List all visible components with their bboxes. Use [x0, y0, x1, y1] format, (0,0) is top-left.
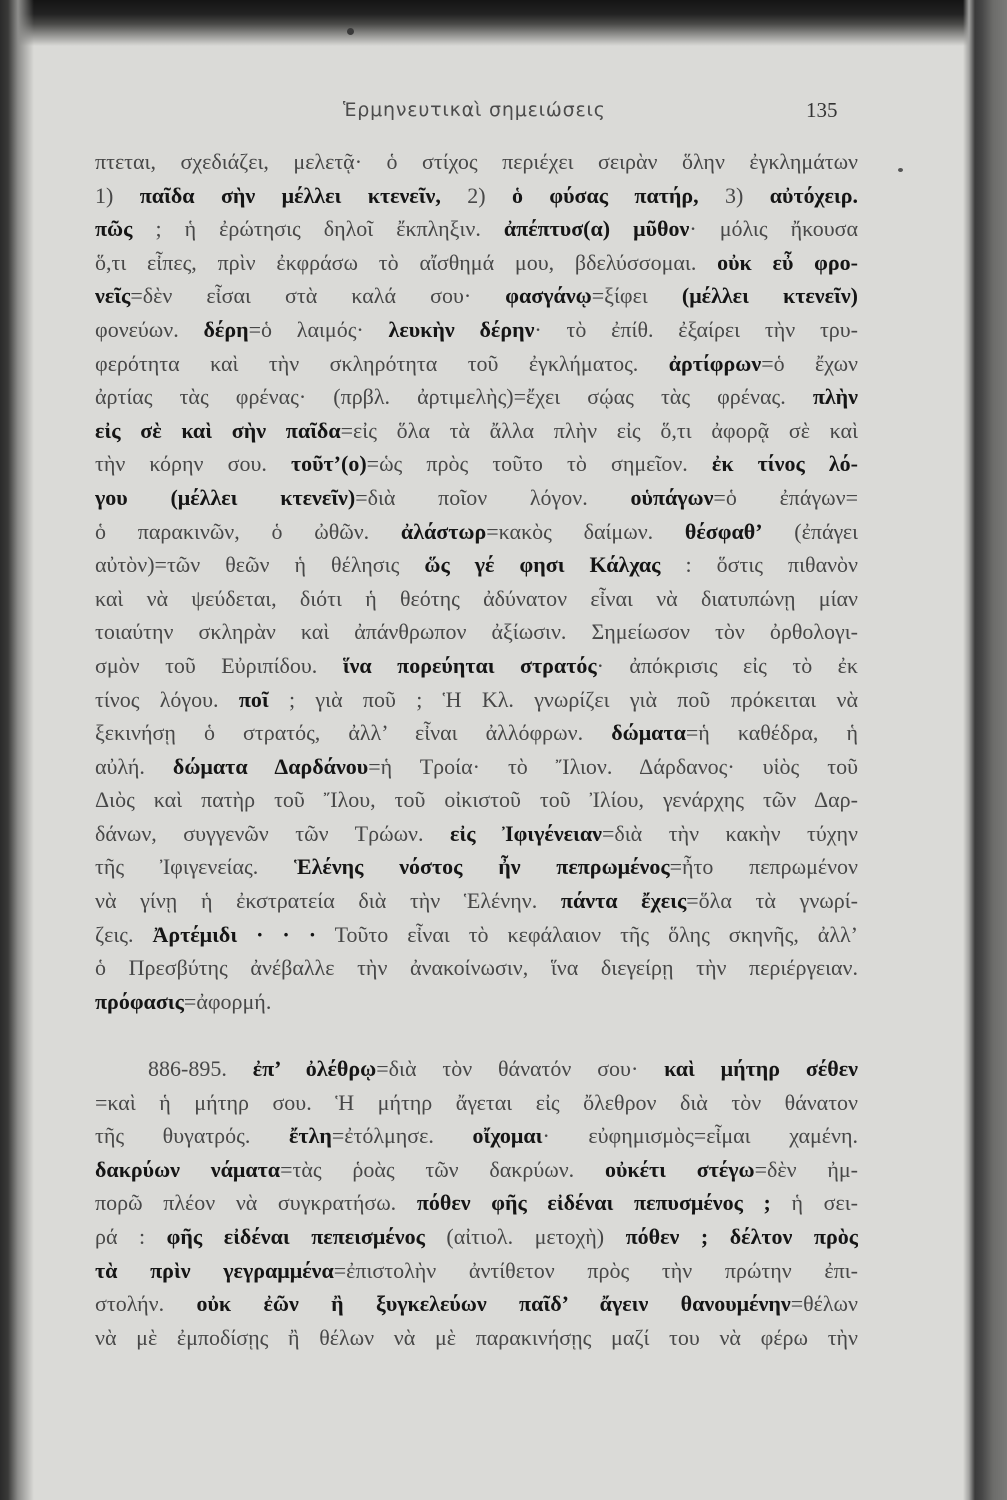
bold-term: νεῖς: [95, 283, 131, 309]
text-run: ; ἡ ἐρώτησις δηλοῖ ἔκπληξιν.: [132, 216, 504, 242]
text-line: [95, 783, 858, 817]
bold-term: Ἑλένης νόστος ἦν πεπρωμένος: [294, 854, 670, 880]
bold-term: εἰς σὲ καὶ σὴν παῖδα: [95, 417, 341, 443]
text-run: τοιαύτην σκληρὰν καὶ ἀπάνθρωπον ἀξίωσιν. Σημείωσον τὸν ὀρθολογι-: [95, 619, 858, 645]
text-run: 1): [95, 182, 140, 208]
bold-term: φῆς εἰδέναι πεπεισμένος: [166, 1224, 425, 1249]
text-run: =διὰ τὴν κακὴν τύχην: [601, 820, 858, 846]
text-run: φερότητα καὶ τὴν σκληρότητα τοῦ ἐγκλήματος.: [95, 350, 669, 376]
bold-term: οἴχομαι: [472, 1123, 543, 1149]
text-run: =ὡς πρὸς τοῦτο τὸ σημεῖον.: [366, 451, 712, 477]
bold-term: (μέλλει κτενεῖν): [681, 283, 858, 309]
text-run: =ἡ καθέδρα, ἡ: [685, 720, 858, 746]
text-run: =ἡ Τροία· τὸ Ἴλιον. Δάρδανος· υἱὸς τοῦ: [368, 753, 858, 779]
text-line: [95, 615, 858, 649]
text-run: ζεις.: [95, 921, 153, 947]
bold-term: πόθεν φῆς εἰδέναι πεπυσμένος ;: [416, 1190, 771, 1216]
text-run: =διὰ ποῖον λόγον.: [355, 484, 631, 510]
text-run: =διὰ τὸν θάνατόν σου·: [376, 1056, 665, 1082]
text-run: φονεύων.: [95, 316, 204, 342]
text-line: [95, 515, 858, 549]
text-line: [95, 817, 858, 851]
text-run: ; γιὰ ποῦ ; Ἡ Κλ. γνωρίζει γιὰ ποῦ πρόκειται νὰ: [268, 686, 858, 712]
text-run: αὐτὸν)=τῶν θεῶν ἡ θέλησις: [95, 552, 425, 578]
text-run: =ἀφορμή.: [183, 988, 272, 1014]
text-run: ξεκινήσῃ ὁ στρατός, ἀλλ’ εἶναι ἀλλόφρων.: [95, 720, 612, 746]
bold-term: γου (μέλλει κτενεῖν): [95, 484, 356, 510]
text-line: [95, 683, 858, 717]
bold-term: πόθεν ; δέλτον πρὸς: [625, 1224, 858, 1249]
text-run: ὁ παρακινῶν, ὁ ὠθῶν.: [95, 518, 401, 544]
text-run: =ὁ λαιμός·: [248, 316, 389, 342]
bold-term: πρόφασις: [95, 988, 184, 1014]
bold-term: δακρύων νάματα: [95, 1156, 281, 1182]
text-line: [95, 951, 858, 985]
text-run: πτεται, σχεδιάζει, μελετᾷ· ὁ στίχος περιέχει σειρὰν ὅλην ἐγκλημάτων: [95, 149, 858, 174]
bold-term: ὁ φύσας πατήρ,: [511, 182, 699, 208]
scan-edge-left: [0, 0, 34, 1500]
bold-term: καὶ μήτηρ σέθεν: [664, 1056, 858, 1082]
paragraph: [95, 145, 858, 1018]
text-run: =ἦτο πεπρωμένον: [669, 854, 858, 880]
text-line: [95, 1220, 858, 1254]
text-run: 2): [440, 182, 512, 208]
bold-term: ἔτλη: [289, 1123, 332, 1149]
bold-term: δώματα: [611, 720, 686, 746]
text-run: =καὶ ἡ μήτηρ σου. Ἡ μήτηρ ἄγεται εἰς ὄλεθρον διὰ τὸν θάνατον: [95, 1089, 858, 1115]
bold-term: πάντα ἔχεις: [560, 888, 687, 914]
bold-term: δώματα Δαρδάνου: [172, 753, 369, 779]
bold-term: ἀπέπτυσ(α) μῦθον: [503, 216, 690, 242]
text-line: [95, 414, 858, 448]
text-line: [95, 279, 858, 313]
text-line: [95, 1153, 858, 1187]
text-line: [95, 548, 858, 582]
text-line: [95, 649, 858, 683]
bold-term: οὐκ ἐῶν ἢ ξυγκελεύων παῖδ’ ἄγειν θανουμένην: [196, 1291, 791, 1317]
text-line: [95, 380, 858, 414]
scan-edge-right: [963, 0, 1007, 1500]
bold-term: ἐκ τίνος λό-: [711, 451, 858, 477]
bold-term: τοῦτ’(ο): [290, 451, 367, 477]
text-run: =ἐτόλμησε.: [331, 1123, 473, 1149]
text-line: [95, 145, 858, 179]
text-run: πορῶ πλέον νὰ συγκρατήσω.: [95, 1190, 417, 1216]
bold-term: παῖδα σὴν μέλλει κτενεῖν,: [139, 182, 441, 208]
text-run: =δὲν ἠμ-: [754, 1156, 858, 1182]
bold-term: τὰ πρὶν γεγραμμένα: [95, 1257, 334, 1283]
bold-term: αὐτόχειρ.: [769, 182, 858, 208]
text-run: ρά :: [95, 1224, 167, 1249]
text-line: [95, 1119, 858, 1153]
text-run: νὰ γίνῃ ἡ ἐκστρατεία διὰ τὴν Ἑλένην.: [95, 888, 561, 914]
text-run: 886-895.: [148, 1056, 253, 1082]
text-line: [95, 750, 858, 784]
text-run: =ξίφει: [591, 283, 682, 309]
text-run: νὰ μὲ ἐμποδίσῃς ἢ θέλων νὰ μὲ παρακινήσῃς μαζί του νὰ φέρω τὴν: [95, 1324, 858, 1350]
text-line: [95, 246, 858, 280]
text-run: : ὅστις πιθανὸν: [660, 552, 858, 578]
text-run: =ὁ ἔχων: [761, 350, 858, 376]
text-line: [95, 582, 858, 616]
text-line: [95, 985, 858, 1019]
bold-term: οὐκ εὖ φρο-: [717, 249, 858, 275]
text-line: [95, 1052, 858, 1086]
text-run: σμὸν τοῦ Εὐριπίδου.: [95, 652, 343, 678]
text-run: τίνος λόγου.: [95, 686, 239, 712]
bold-term: ἀλάστωρ: [400, 518, 487, 544]
text-line: [95, 347, 858, 381]
text-run: τὴν κόρην σου.: [95, 451, 291, 477]
bold-term: ἵνα πορεύηται στρατός: [342, 652, 597, 678]
paragraph: [95, 1052, 858, 1354]
text-run: τῆς Ἰφιγενείας.: [95, 854, 294, 880]
text-line: [95, 1254, 858, 1288]
text-line: [95, 179, 858, 213]
text-line: [95, 716, 858, 750]
text-line: [95, 447, 858, 481]
scan-edge-top: [0, 0, 1007, 48]
scan-speck: [347, 28, 354, 35]
text-run: · εὐφημισμὸς=εἶμαι χαμένη.: [542, 1123, 858, 1149]
text-run: · ἀπόκρισις εἰς τὸ ἐκ: [596, 652, 858, 678]
text-line: [95, 1287, 858, 1321]
text-run: ἀρτίας τὰς φρένας· (πρβλ. ἀρτιμελὴς)=ἔχει σῴας τὰς φρένας.: [95, 384, 813, 410]
text-body: [95, 145, 858, 1354]
bold-term: πῶς: [95, 216, 133, 242]
text-run: αὐλή.: [95, 753, 173, 779]
text-run: τῆς θυγατρός.: [95, 1123, 289, 1149]
bold-term: ἐπ’ ὀλέθρῳ: [252, 1056, 377, 1082]
text-run: ἡ σει-: [770, 1190, 858, 1216]
text-line: [95, 918, 858, 952]
text-run: Διὸς καὶ πατὴρ τοῦ Ἴλου, τοῦ οἰκιστοῦ τοῦ Ἰλίου, γενάρχης τῶν Δαρ-: [95, 787, 858, 813]
text-run: =ὅλα τὰ γνωρί-: [686, 888, 858, 914]
text-run: =ἐπιστολὴν ἀντίθετον πρὸς τὴν πρώτην ἐπι-: [333, 1257, 858, 1283]
bold-term: πλὴν: [812, 384, 858, 410]
scan-speck: [898, 168, 903, 172]
text-line: [95, 313, 858, 347]
text-run: στολήν.: [95, 1291, 197, 1317]
text-line: [95, 212, 858, 246]
text-run: · μόλις ἤκουσα: [689, 216, 858, 242]
text-run: =δὲν εἶσαι στὰ καλά σου·: [130, 283, 506, 309]
text-run: 3): [698, 182, 770, 208]
text-run: =θέλων: [790, 1291, 858, 1317]
text-run: καὶ νὰ ψεύδεται, διότι ἡ θεότης ἀδύνατον εἶναι νὰ διατυπώνῃ μίαν: [95, 585, 858, 611]
text-run: · τὸ ἐπίθ. ἐξαίρει τὴν τρυ-: [534, 316, 858, 342]
page-number: 135: [806, 98, 838, 122]
bold-term: φασγάνῳ: [505, 283, 592, 309]
text-run: =ὁ ἐπάγων=: [713, 484, 858, 510]
text-run: δάνων, συγγενῶν τῶν Τρώων.: [95, 820, 451, 846]
text-run: ὅ,τι εἶπες, πρὶν ἐκφράσω τὸ αἴσθημά μου, βδελύσσομαι.: [95, 249, 718, 275]
bold-term: Ἀρτέμιδι · · ·: [152, 921, 317, 947]
bold-term: θέσφαθ’: [684, 518, 763, 544]
bold-term: εἰς Ἰφιγένειαν: [450, 820, 602, 846]
text-line: [95, 481, 858, 515]
bold-term: οὐκέτι στέγω: [604, 1156, 755, 1182]
text-run: =κακὸς δαίμων.: [486, 518, 685, 544]
text-line: [95, 850, 858, 884]
text-run: ὁ Πρεσβύτης ἀνέβαλλε τὴν ἀνακοίνωσιν, ἵνα διεγείρῃ τὴν περιέργειαν.: [95, 955, 858, 981]
bold-term: λευκὴν δέρην: [388, 316, 535, 342]
text-line: [95, 1321, 858, 1355]
text-line: [95, 884, 858, 918]
bold-term: δέρη: [203, 316, 249, 342]
text-run: =τὰς ῥοὰς τῶν δακρύων.: [280, 1156, 605, 1182]
running-head-title: Ἑρμηνευτικαὶ σημειώσεις: [343, 99, 606, 121]
text-line: [95, 1086, 858, 1120]
text-run: (ἐπάγει: [762, 518, 858, 544]
text-run: (αἰτιολ. μετοχὴ): [424, 1224, 626, 1249]
bold-term: ποῖ: [238, 686, 269, 712]
text-line: [95, 1186, 858, 1220]
text-run: Τοῦτο εἶναι τὸ κεφάλαιον τῆς ὅλης σκηνῆς, ἀλλ’: [316, 921, 858, 947]
text-run: =εἰς ὅλα τὰ ἄλλα πλὴν εἰς ὅ,τι ἀφορᾷ σὲ καὶ: [340, 417, 858, 443]
bold-term: ἀρτίφρων: [668, 350, 762, 376]
bold-term: οὑπάγων: [630, 484, 714, 510]
bold-term: ὥς γέ φησι Κάλχας: [424, 552, 661, 578]
